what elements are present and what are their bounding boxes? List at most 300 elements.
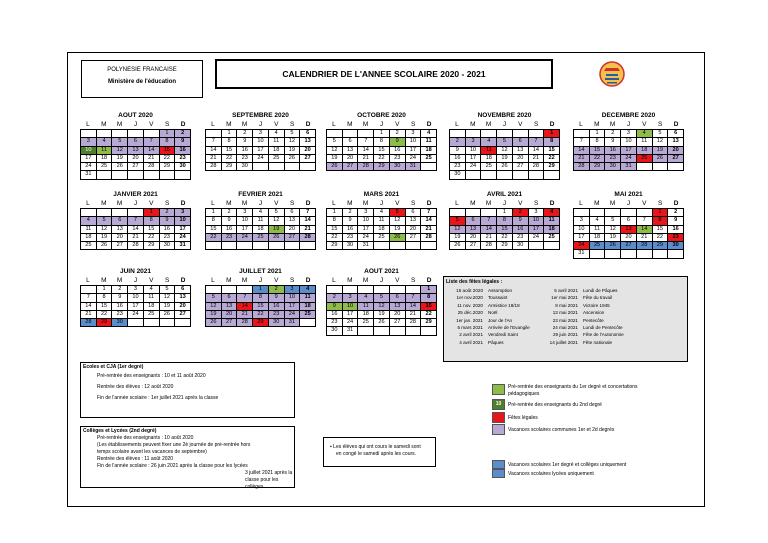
day-cell: 5 bbox=[112, 138, 128, 146]
secondary-line: Rentrée des élèves : 11 août 2020 bbox=[97, 456, 174, 462]
secondary-school-box bbox=[80, 426, 295, 488]
empty-day-cell bbox=[653, 250, 669, 258]
month-name: SEPTEMBRE 2020 bbox=[232, 112, 289, 119]
secondary-line: Pré-rentrée des enseignants : 10 août 2020 bbox=[97, 435, 194, 441]
day-cell: 13 bbox=[668, 138, 684, 146]
day-cell: 28 bbox=[237, 319, 253, 327]
weekday-label: D bbox=[180, 200, 186, 207]
secondary-line: temps scolaire avant les vacances de septembre) bbox=[97, 449, 207, 455]
month-name: AOUT 2021 bbox=[364, 268, 399, 275]
month-name: OCTOBRE 2020 bbox=[357, 112, 406, 119]
day-cell: 3 bbox=[529, 209, 545, 217]
day-cell: 28 bbox=[421, 234, 437, 242]
weekday-header bbox=[449, 120, 560, 129]
empty-day-cell bbox=[175, 171, 191, 179]
day-cell: 16 bbox=[605, 147, 621, 155]
day-cell: 16 bbox=[175, 147, 191, 155]
day-cell: 7 bbox=[237, 294, 253, 302]
day-cell: 29 bbox=[253, 319, 269, 327]
day-cell: 20 bbox=[112, 234, 128, 242]
weekday-header bbox=[80, 276, 191, 285]
empty-day-cell bbox=[481, 209, 497, 217]
calendar-month bbox=[205, 111, 316, 171]
day-cell: 10 bbox=[128, 294, 144, 302]
day-cell: 26 bbox=[653, 155, 669, 163]
day-cell: 15 bbox=[97, 303, 113, 311]
calendar-month bbox=[573, 111, 684, 171]
empty-day-cell bbox=[390, 242, 406, 250]
saturday-note-box bbox=[323, 437, 436, 467]
day-cell: 4 bbox=[481, 138, 497, 146]
weekday-label: V bbox=[395, 277, 400, 284]
day-cell: 6 bbox=[285, 209, 301, 217]
day-cell: 22 bbox=[374, 155, 390, 163]
day-cell: 9 bbox=[269, 294, 285, 302]
day-cell: 15 bbox=[544, 147, 560, 155]
weekday-label: S bbox=[290, 277, 295, 284]
day-cell: 1 bbox=[421, 286, 437, 294]
day-cell: 23 bbox=[450, 163, 466, 171]
day-cell: 18 bbox=[374, 226, 390, 234]
day-cell: 2 bbox=[605, 130, 621, 138]
day-cell: 18 bbox=[358, 311, 374, 319]
primary-line: Fin de l'année scolaire : 1er juillet 2021 après la classe bbox=[97, 395, 219, 401]
weekday-label: D bbox=[180, 277, 186, 284]
day-cell: 7 bbox=[406, 294, 422, 302]
holiday-date: 1er mai 2021 bbox=[551, 295, 578, 301]
day-cell: 16 bbox=[513, 226, 529, 234]
day-cell: 13 bbox=[343, 147, 359, 155]
weekday-header bbox=[205, 120, 316, 129]
calendar-month bbox=[326, 267, 437, 336]
day-cell: 7 bbox=[421, 209, 437, 217]
day-cell: 15 bbox=[206, 226, 222, 234]
day-cell: 17 bbox=[358, 226, 374, 234]
day-cell: 28 bbox=[481, 242, 497, 250]
day-cell: 12 bbox=[285, 138, 301, 146]
day-cell: 11 bbox=[358, 303, 374, 311]
day-cell: 7 bbox=[358, 138, 374, 146]
empty-day-cell bbox=[529, 171, 545, 179]
day-cell: 18 bbox=[421, 147, 437, 155]
day-cell: 9 bbox=[112, 294, 128, 302]
day-cell: 12 bbox=[112, 147, 128, 155]
day-cell: 15 bbox=[160, 147, 176, 155]
day-cell: 12 bbox=[269, 217, 285, 225]
day-cell: 21 bbox=[481, 234, 497, 242]
holiday-row bbox=[444, 331, 687, 338]
legend-label: Fêtes légales bbox=[508, 415, 538, 421]
day-cell: 20 bbox=[175, 303, 191, 311]
empty-day-cell bbox=[81, 209, 97, 217]
legend-swatch bbox=[492, 424, 505, 435]
holiday-name: Toussaint bbox=[488, 295, 508, 301]
day-cell: 14 bbox=[237, 303, 253, 311]
day-cell: 5 bbox=[285, 130, 301, 138]
empty-day-cell bbox=[668, 250, 684, 258]
day-cell: 12 bbox=[97, 226, 113, 234]
day-cell: 30 bbox=[390, 163, 406, 171]
weekday-label: J bbox=[379, 277, 384, 284]
empty-day-cell bbox=[513, 171, 529, 179]
weekday-label: J bbox=[258, 121, 263, 128]
primary-school-box bbox=[80, 362, 295, 418]
day-cell: 10 bbox=[285, 294, 301, 302]
weekday-label: D bbox=[549, 200, 555, 207]
holiday-name: Pentecôte bbox=[583, 317, 604, 323]
day-cell: 27 bbox=[621, 242, 637, 250]
day-cell: 17 bbox=[237, 226, 253, 234]
day-cell: 4 bbox=[637, 130, 653, 138]
day-cell: 9 bbox=[160, 217, 176, 225]
weekday-header bbox=[80, 199, 191, 208]
day-cell: 30 bbox=[668, 242, 684, 250]
day-cell: 17 bbox=[406, 147, 422, 155]
day-cell: 26 bbox=[327, 163, 343, 171]
month-name: FEVRIER 2021 bbox=[238, 191, 283, 198]
day-cell: 31 bbox=[406, 163, 422, 171]
day-cell: 12 bbox=[653, 138, 669, 146]
day-cell: 11 bbox=[544, 217, 560, 225]
day-cell: 8 bbox=[160, 138, 176, 146]
day-cell: 28 bbox=[81, 319, 97, 327]
empty-day-cell bbox=[285, 242, 301, 250]
empty-day-cell bbox=[112, 171, 128, 179]
empty-day-cell bbox=[466, 171, 482, 179]
calendar-month bbox=[573, 190, 684, 259]
empty-day-cell bbox=[300, 163, 316, 171]
holiday-date: 8 mai 2021 bbox=[555, 302, 578, 308]
empty-day-cell bbox=[513, 130, 529, 138]
day-cell: 17 bbox=[81, 155, 97, 163]
day-cell: 11 bbox=[81, 226, 97, 234]
day-cell: 18 bbox=[144, 303, 160, 311]
weekday-label: S bbox=[658, 121, 663, 128]
day-grid bbox=[80, 285, 191, 327]
weekday-header bbox=[326, 120, 437, 129]
empty-day-cell bbox=[285, 163, 301, 171]
weekday-header bbox=[326, 276, 437, 285]
day-cell: 21 bbox=[81, 311, 97, 319]
holiday-row bbox=[444, 324, 687, 331]
day-cell: 21 bbox=[529, 155, 545, 163]
weekday-label: L bbox=[211, 200, 215, 207]
day-cell: 25 bbox=[269, 155, 285, 163]
org-name: POLYNESIE FRANCAISE bbox=[107, 67, 177, 73]
day-cell: 9 bbox=[175, 138, 191, 146]
empty-day-cell bbox=[128, 319, 144, 327]
day-cell: 13 bbox=[466, 226, 482, 234]
day-cell: 20 bbox=[222, 311, 238, 319]
day-cell: 17 bbox=[574, 234, 590, 242]
day-cell: 20 bbox=[285, 226, 301, 234]
day-cell: 27 bbox=[285, 234, 301, 242]
day-cell: 8 bbox=[97, 294, 113, 302]
day-cell: 11 bbox=[300, 294, 316, 302]
calendar-month bbox=[80, 111, 191, 180]
day-cell: 24 bbox=[81, 163, 97, 171]
day-grid bbox=[80, 129, 191, 180]
day-cell: 17 bbox=[253, 147, 269, 155]
secondary-line: 3 juillet 2021 après la classe pour les collèges bbox=[245, 470, 293, 490]
day-cell: 30 bbox=[112, 319, 128, 327]
empty-day-cell bbox=[374, 327, 390, 335]
day-cell: 27 bbox=[300, 155, 316, 163]
day-cell: 21 bbox=[406, 311, 422, 319]
day-cell: 19 bbox=[269, 226, 285, 234]
day-cell: 31 bbox=[285, 319, 301, 327]
weekday-label: M bbox=[101, 200, 107, 207]
weekday-label: D bbox=[305, 200, 311, 207]
weekday-label: M bbox=[594, 200, 600, 207]
day-cell: 30 bbox=[605, 163, 621, 171]
day-cell: 25 bbox=[544, 234, 560, 242]
weekday-label: V bbox=[395, 121, 400, 128]
day-cell: 12 bbox=[160, 294, 176, 302]
day-cell: 26 bbox=[450, 242, 466, 250]
day-cell: 30 bbox=[269, 319, 285, 327]
month-name: AVRIL 2021 bbox=[486, 191, 523, 198]
day-cell: 27 bbox=[513, 163, 529, 171]
weekday-label: J bbox=[379, 121, 384, 128]
bullet-icon: ▪ bbox=[330, 444, 332, 450]
calendar-month bbox=[205, 267, 316, 327]
weekday-label: M bbox=[347, 277, 353, 284]
day-cell: 19 bbox=[112, 155, 128, 163]
day-cell: 2 bbox=[668, 209, 684, 217]
empty-day-cell bbox=[81, 286, 97, 294]
empty-day-cell bbox=[206, 130, 222, 138]
day-cell: 6 bbox=[300, 130, 316, 138]
weekday-label: M bbox=[362, 121, 369, 128]
day-cell: 28 bbox=[128, 242, 144, 250]
note-text: Les élèves qui ont cours le samedi sont bbox=[333, 444, 421, 450]
holiday-name: Vendredi Saint bbox=[488, 332, 518, 338]
legend-swatch bbox=[492, 460, 505, 469]
day-cell: 5 bbox=[653, 130, 669, 138]
day-cell: 12 bbox=[605, 226, 621, 234]
day-cell: 19 bbox=[160, 303, 176, 311]
day-cell: 25 bbox=[374, 234, 390, 242]
day-grid bbox=[573, 129, 684, 171]
day-cell: 1 bbox=[144, 209, 160, 217]
day-cell: 24 bbox=[574, 242, 590, 250]
weekday-label: L bbox=[455, 200, 459, 207]
day-cell: 22 bbox=[327, 234, 343, 242]
secondary-line: Fin de l'année scolaire : 26 juin 2021 après la classe pour les lycées bbox=[97, 463, 248, 469]
holiday-date: 24 mai 2021 bbox=[552, 324, 578, 330]
day-cell: 25 bbox=[300, 311, 316, 319]
day-cell: 15 bbox=[253, 303, 269, 311]
day-cell: 6 bbox=[668, 130, 684, 138]
day-cell: 23 bbox=[160, 234, 176, 242]
empty-day-cell bbox=[481, 130, 497, 138]
day-cell: 5 bbox=[497, 138, 513, 146]
day-cell: 27 bbox=[175, 311, 191, 319]
day-cell: 21 bbox=[421, 226, 437, 234]
month-name: DECEMBRE 2020 bbox=[601, 112, 656, 119]
day-cell: 26 bbox=[206, 319, 222, 327]
weekday-label: V bbox=[642, 200, 647, 207]
day-cell: 12 bbox=[374, 303, 390, 311]
day-cell: 23 bbox=[343, 234, 359, 242]
day-cell: 21 bbox=[574, 155, 590, 163]
day-cell: 21 bbox=[358, 155, 374, 163]
note-text: en congé le samedi après les cours. bbox=[336, 450, 417, 457]
month-name: JANVIER 2021 bbox=[113, 191, 158, 198]
day-cell: 6 bbox=[513, 138, 529, 146]
day-cell: 26 bbox=[497, 163, 513, 171]
day-grid bbox=[573, 208, 684, 259]
day-cell: 10 bbox=[529, 217, 545, 225]
day-cell: 5 bbox=[97, 217, 113, 225]
day-cell: 14 bbox=[529, 147, 545, 155]
weekday-header bbox=[573, 120, 684, 129]
day-cell: 18 bbox=[590, 234, 606, 242]
empty-day-cell bbox=[327, 130, 343, 138]
day-cell: 11 bbox=[253, 217, 269, 225]
day-cell: 19 bbox=[653, 147, 669, 155]
day-cell: 15 bbox=[497, 226, 513, 234]
day-cell: 1 bbox=[590, 130, 606, 138]
day-cell: 16 bbox=[327, 311, 343, 319]
weekday-label: L bbox=[332, 277, 336, 284]
empty-day-cell bbox=[390, 327, 406, 335]
month-name: NOVEMBRE 2020 bbox=[477, 112, 532, 119]
day-cell: 17 bbox=[128, 303, 144, 311]
empty-day-cell bbox=[574, 209, 590, 217]
day-cell: 1 bbox=[206, 209, 222, 217]
day-cell: 7 bbox=[300, 209, 316, 217]
empty-day-cell bbox=[621, 250, 637, 258]
day-cell: 22 bbox=[544, 155, 560, 163]
day-grid bbox=[449, 129, 560, 180]
day-cell: 19 bbox=[327, 155, 343, 163]
day-cell: 29 bbox=[97, 319, 113, 327]
weekday-label: M bbox=[594, 121, 600, 128]
day-cell: 24 bbox=[358, 234, 374, 242]
day-cell: 27 bbox=[112, 242, 128, 250]
holiday-date: 11 nov. 2020 bbox=[457, 302, 483, 308]
day-cell: 18 bbox=[544, 226, 560, 234]
weekday-label: L bbox=[86, 200, 90, 207]
day-cell: 1 bbox=[544, 130, 560, 138]
empty-day-cell bbox=[450, 130, 466, 138]
empty-day-cell bbox=[590, 250, 606, 258]
day-cell: 3 bbox=[285, 286, 301, 294]
day-grid bbox=[205, 285, 316, 327]
holiday-name: Arrivée de l'Evangile bbox=[488, 324, 530, 330]
holiday-date: 1er nov.2020 bbox=[456, 295, 483, 301]
weekday-label: M bbox=[609, 121, 616, 128]
month-name: MAI 2021 bbox=[614, 191, 643, 198]
holiday-name: Jour de l'An bbox=[488, 317, 513, 323]
empty-day-cell bbox=[112, 130, 128, 138]
holiday-date: 25 déc.2020 bbox=[457, 310, 483, 316]
calendar-month bbox=[449, 190, 560, 250]
weekday-label: M bbox=[116, 121, 123, 128]
day-cell: 10 bbox=[466, 147, 482, 155]
page-title: CALENDRIER DE L'ANNEE SCOLAIRE 2020 - 2021 bbox=[215, 59, 553, 89]
day-cell: 23 bbox=[390, 155, 406, 163]
day-cell: 20 bbox=[390, 311, 406, 319]
day-cell: 26 bbox=[390, 234, 406, 242]
day-cell: 5 bbox=[450, 217, 466, 225]
day-cell: 10 bbox=[175, 217, 191, 225]
weekday-label: M bbox=[101, 277, 107, 284]
day-cell: 13 bbox=[513, 147, 529, 155]
day-cell: 12 bbox=[390, 217, 406, 225]
day-cell: 11 bbox=[421, 138, 437, 146]
day-cell: 23 bbox=[269, 311, 285, 319]
day-cell: 3 bbox=[81, 138, 97, 146]
weekday-label: V bbox=[149, 121, 154, 128]
weekday-label: D bbox=[673, 200, 679, 207]
day-cell: 10 bbox=[237, 217, 253, 225]
day-cell: 30 bbox=[343, 242, 359, 250]
day-cell: 9 bbox=[513, 217, 529, 225]
empty-day-cell bbox=[358, 286, 374, 294]
empty-day-cell bbox=[175, 319, 191, 327]
holiday-name: Lundi de Pentecôte bbox=[583, 324, 623, 330]
day-cell: 3 bbox=[466, 138, 482, 146]
day-cell: 22 bbox=[653, 234, 669, 242]
day-cell: 24 bbox=[285, 311, 301, 319]
day-cell: 10 bbox=[621, 138, 637, 146]
day-cell: 3 bbox=[237, 209, 253, 217]
day-cell: 29 bbox=[653, 242, 669, 250]
day-cell: 29 bbox=[497, 242, 513, 250]
weekday-label: L bbox=[86, 121, 90, 128]
day-cell: 22 bbox=[590, 155, 606, 163]
day-cell: 29 bbox=[374, 163, 390, 171]
day-cell: 14 bbox=[128, 226, 144, 234]
weekday-label: L bbox=[211, 277, 215, 284]
holiday-date: 29 juin 2021 bbox=[552, 332, 578, 338]
day-cell: 6 bbox=[621, 217, 637, 225]
day-cell: 10 bbox=[406, 138, 422, 146]
day-cell: 5 bbox=[269, 209, 285, 217]
weekday-label: S bbox=[290, 200, 295, 207]
day-cell: 17 bbox=[343, 311, 359, 319]
day-cell: 15 bbox=[327, 226, 343, 234]
weekday-label: J bbox=[502, 200, 507, 207]
holiday-name: Armistice 18/18 bbox=[488, 302, 520, 308]
holiday-date: 1er jan. 2021 bbox=[456, 317, 483, 323]
day-cell: 4 bbox=[269, 130, 285, 138]
day-cell: 2 bbox=[450, 138, 466, 146]
day-cell: 25 bbox=[97, 163, 113, 171]
weekday-label: M bbox=[609, 200, 616, 207]
weekday-label: S bbox=[658, 200, 663, 207]
empty-day-cell bbox=[300, 242, 316, 250]
day-cell: 23 bbox=[668, 234, 684, 242]
day-cell: 15 bbox=[374, 147, 390, 155]
day-cell: 24 bbox=[128, 311, 144, 319]
legend-label: Pré-rentrée des enseignants du 1er degré et concertations pédagogiques bbox=[508, 384, 638, 397]
day-cell: 7 bbox=[81, 294, 97, 302]
empty-day-cell bbox=[497, 171, 513, 179]
day-cell: 5 bbox=[390, 209, 406, 217]
day-cell: 12 bbox=[497, 147, 513, 155]
weekday-label: S bbox=[290, 121, 295, 128]
holiday-row bbox=[444, 309, 687, 316]
day-cell: 28 bbox=[637, 242, 653, 250]
day-cell: 5 bbox=[327, 138, 343, 146]
day-cell: 20 bbox=[466, 234, 482, 242]
day-cell: 26 bbox=[605, 242, 621, 250]
empty-day-cell bbox=[343, 286, 359, 294]
